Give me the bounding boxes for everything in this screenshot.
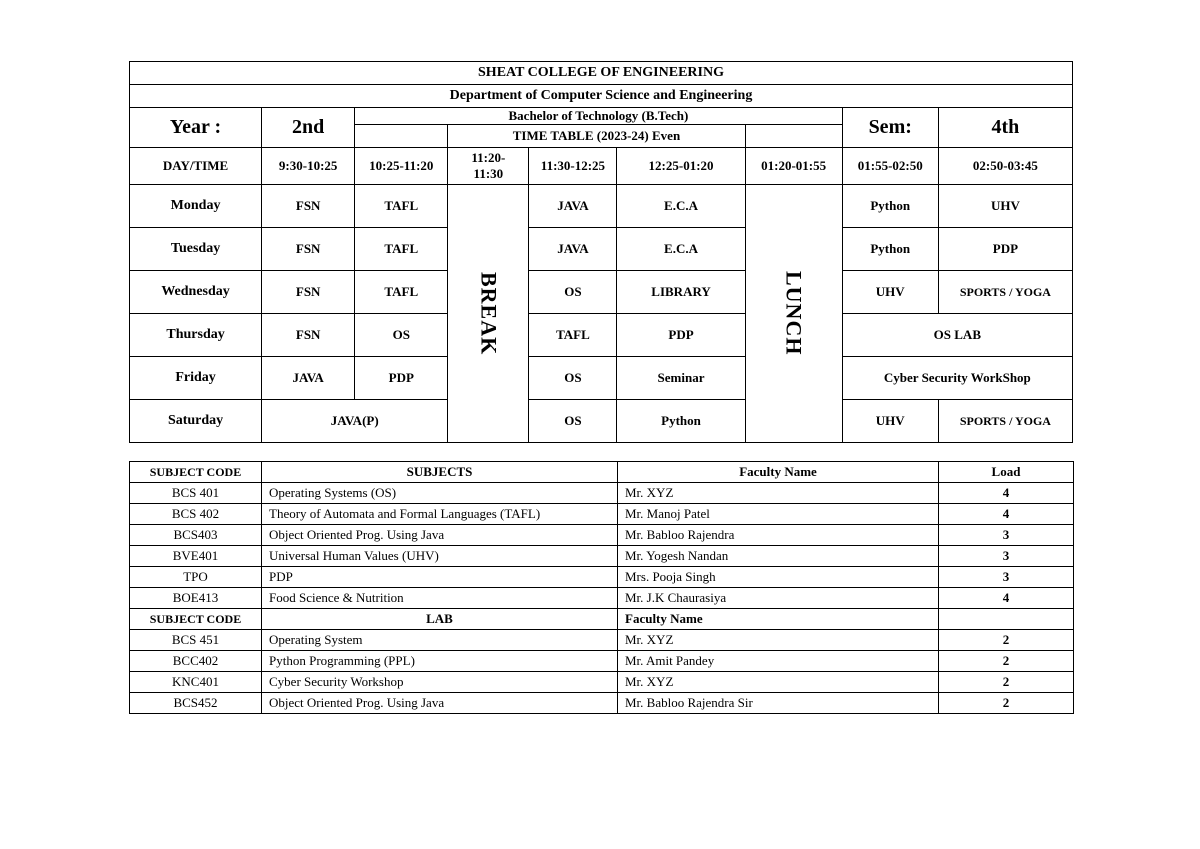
table-row [130, 483, 1074, 504]
period-cell: OS [529, 271, 617, 314]
table-row [130, 546, 1074, 567]
period-cell: FSN [262, 185, 355, 228]
faculty-name: Mrs. Pooja Singh [618, 567, 939, 588]
period-cell: Python [617, 400, 745, 443]
break-label: BREAK [476, 271, 502, 356]
department-title: Department of Computer Science and Engineering [130, 85, 1073, 108]
lunch-cell [745, 185, 842, 443]
period-cell: UHV [842, 271, 938, 314]
lab-name: Cyber Security Workshop [262, 672, 618, 693]
period-cell: OS [355, 314, 448, 357]
lab-load: 2 [939, 672, 1074, 693]
sem-label: Sem: [842, 108, 938, 148]
table-row [130, 630, 1074, 651]
day-friday: Friday [130, 357, 262, 400]
period-cell: LIBRARY [617, 271, 745, 314]
year-label: Year : [130, 108, 262, 148]
lab-name: Object Oriented Prog. Using Java [262, 693, 618, 714]
subject-name: PDP [262, 567, 618, 588]
time-header: 10:25-11:20 [355, 148, 448, 185]
time-header: 11:20- 11:30 [448, 148, 529, 185]
subject-code: BCS403 [130, 525, 262, 546]
period-cell: PDP [617, 314, 745, 357]
timetable-title: TIME TABLE (2023-24) Even [448, 125, 745, 148]
faculty-header: Faculty Name [618, 462, 939, 483]
programme-title: Bachelor of Technology (B.Tech) [355, 108, 842, 125]
break-cell [448, 185, 529, 443]
subject-code: BCS 401 [130, 483, 262, 504]
subject-name: Theory of Automata and Formal Languages (TAFL) [262, 504, 618, 525]
subject-load: 3 [939, 546, 1074, 567]
lab-load: 2 [939, 651, 1074, 672]
college-title: SHEAT COLLEGE OF ENGINEERING [130, 62, 1073, 85]
time-header: 9:30-10:25 [262, 148, 355, 185]
lab-name: Python Programming (PPL) [262, 651, 618, 672]
lab-code: BCC402 [130, 651, 262, 672]
load-header: Load [939, 462, 1074, 483]
period-cell: OS [529, 357, 617, 400]
lab-faculty-header: Faculty Name [618, 609, 939, 630]
faculty-name: Mr. XYZ [618, 483, 939, 504]
subject-load: 4 [939, 504, 1074, 525]
table-row [130, 651, 1074, 672]
lab-code: KNC401 [130, 672, 262, 693]
faculty-name: Mr. Yogesh Nandan [618, 546, 939, 567]
faculty-name: Mr. Babloo Rajendra Sir [618, 693, 939, 714]
day-tuesday: Tuesday [130, 228, 262, 271]
day-saturday: Saturday [130, 400, 262, 443]
lunch-label: LUNCH [781, 271, 807, 356]
subject-code: TPO [130, 567, 262, 588]
lab-load: 2 [939, 693, 1074, 714]
period-cell: JAVA(P) [262, 400, 448, 443]
lab-name: Operating System [262, 630, 618, 651]
faculty-name: Mr. XYZ [618, 672, 939, 693]
faculty-name: Mr. Babloo Rajendra [618, 525, 939, 546]
subject-load: 4 [939, 588, 1074, 609]
subject-code: BVE401 [130, 546, 262, 567]
subjects-header: SUBJECTS [262, 462, 618, 483]
period-cell: TAFL [529, 314, 617, 357]
period-cell: PDP [938, 228, 1072, 271]
day-monday: Monday [130, 185, 262, 228]
table-row [130, 588, 1074, 609]
period-cell: PDP [355, 357, 448, 400]
lab-code: BCS 451 [130, 630, 262, 651]
sem-value: 4th [938, 108, 1072, 148]
time-header: 12:25-01:20 [617, 148, 745, 185]
day-wednesday: Wednesday [130, 271, 262, 314]
lab-code: BCS452 [130, 693, 262, 714]
period-cell: JAVA [529, 228, 617, 271]
lab-code-header: SUBJECT CODE [130, 609, 262, 630]
period-cell: Cyber Security WorkShop [842, 357, 1072, 400]
table-row [130, 525, 1074, 546]
subject-name: Universal Human Values (UHV) [262, 546, 618, 567]
lab-load: 2 [939, 630, 1074, 651]
time-header: 02:50-03:45 [938, 148, 1072, 185]
subject-code: BCS 402 [130, 504, 262, 525]
subject-name: Operating Systems (OS) [262, 483, 618, 504]
table-row [130, 567, 1074, 588]
subject-name: Object Oriented Prog. Using Java [262, 525, 618, 546]
day-thursday: Thursday [130, 314, 262, 357]
subject-code: BOE413 [130, 588, 262, 609]
period-cell: SPORTS / YOGA [938, 271, 1072, 314]
period-cell: FSN [262, 228, 355, 271]
period-cell: UHV [842, 400, 938, 443]
subject-load: 3 [939, 567, 1074, 588]
subject-name: Food Science & Nutrition [262, 588, 618, 609]
period-cell: OS LAB [842, 314, 1072, 357]
period-cell: Seminar [617, 357, 745, 400]
period-cell: E.C.A [617, 228, 745, 271]
timetable [129, 61, 1073, 443]
table-row [130, 672, 1074, 693]
time-header: 11:30-12:25 [529, 148, 617, 185]
period-cell: OS [529, 400, 617, 443]
time-header: 01:55-02:50 [842, 148, 938, 185]
faculty-name: Mr. Manoj Patel [618, 504, 939, 525]
lab-header: LAB [262, 609, 618, 630]
period-cell: JAVA [262, 357, 355, 400]
period-cell: JAVA [529, 185, 617, 228]
time-header: DAY/TIME [130, 148, 262, 185]
period-cell: E.C.A [617, 185, 745, 228]
period-cell: UHV [938, 185, 1072, 228]
faculty-name: Mr. Amit Pandey [618, 651, 939, 672]
period-cell: TAFL [355, 228, 448, 271]
period-cell: FSN [262, 271, 355, 314]
table-row [130, 504, 1074, 525]
subject-code-header: SUBJECT CODE [130, 462, 262, 483]
period-cell: Python [842, 228, 938, 271]
period-cell: SPORTS / YOGA [938, 400, 1072, 443]
period-cell: Python [842, 185, 938, 228]
subject-table [129, 461, 1074, 714]
period-cell: TAFL [355, 185, 448, 228]
year-value: 2nd [262, 108, 355, 148]
faculty-name: Mr. XYZ [618, 630, 939, 651]
period-cell: FSN [262, 314, 355, 357]
table-row [130, 693, 1074, 714]
time-header: 01:20-01:55 [745, 148, 842, 185]
subject-load: 3 [939, 525, 1074, 546]
period-cell: TAFL [355, 271, 448, 314]
faculty-name: Mr. J.K Chaurasiya [618, 588, 939, 609]
subject-load: 4 [939, 483, 1074, 504]
